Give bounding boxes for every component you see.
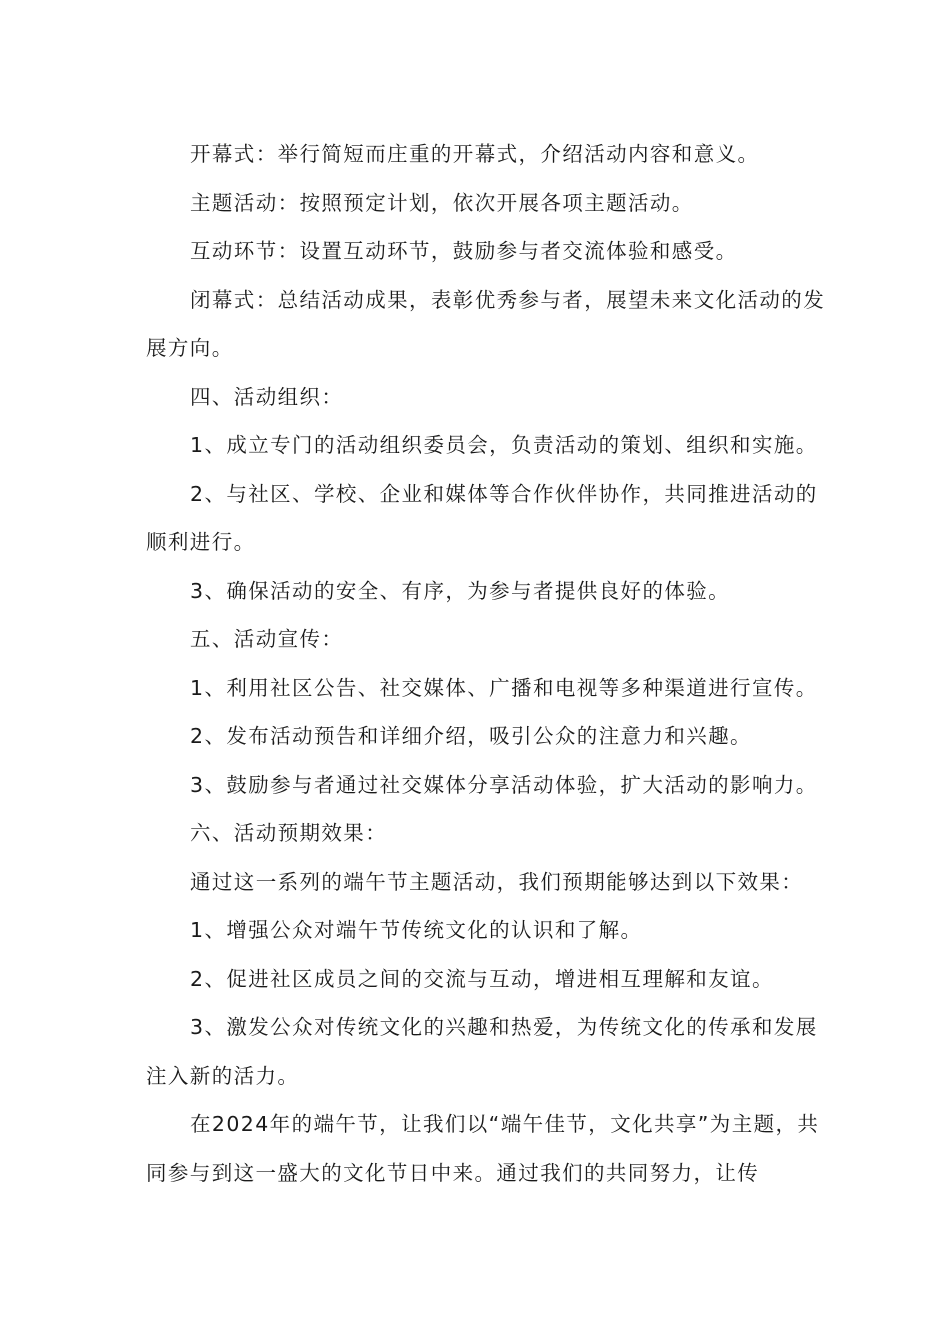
- section-heading-publicity: 五、活动宣传：: [190, 627, 344, 651]
- list-item: 3、激发公众对传统文化的兴趣和热爱，为传统文化的传承和发展注入新的活力。: [146, 1015, 818, 1088]
- section-heading-organization: 四、活动组织：: [190, 384, 344, 409]
- paragraph-effects-intro: 通过这一系列的端午节主题活动，我们预期能够达到以下效果：: [190, 869, 804, 894]
- document-body: [146, 130, 826, 1197]
- list-item: 1、增强公众对端午节传统文化的认识和了解。: [190, 918, 643, 942]
- paragraph-opening-ceremony: 开幕式：举行简短而庄重的开幕式，介绍活动内容和意义。: [190, 142, 760, 166]
- list-item: 3、鼓励参与者通过社交媒体分享活动体验，扩大活动的影响力。: [190, 772, 818, 797]
- paragraph-interaction: 互动环节：设置互动环节，鼓励参与者交流体验和感受。: [190, 239, 738, 263]
- list-item: 3、确保活动的安全、有序，为参与者提供良好的体验。: [190, 578, 731, 603]
- paragraph-closing-ceremony: 闭幕式：总结活动成果，表彰优秀参与者，展望未来文化活动的发展方向。: [146, 287, 826, 360]
- list-item: 1、利用社区公告、社交媒体、广播和电视等多种渠道进行宣传。: [190, 675, 818, 700]
- list-item: 1、成立专门的活动组织委员会，负责活动的策划、组织和实施。: [190, 433, 818, 457]
- paragraph-conclusion: 在2024年的端午节，让我们以“端午佳节，文化共享”为主题，共同参与到这一盛大的文化节日中来。通过我们的共同努力，让传: [146, 1112, 820, 1185]
- list-item: 2、促进社区成员之间的交流与互动，增进相互理解和友谊。: [190, 966, 774, 991]
- list-item: 2、发布活动预告和详细介绍，吸引公众的注意力和兴趣。: [190, 724, 752, 748]
- list-item: 2、与社区、学校、企业和媒体等合作伙伴协作，共同推进活动的顺利进行。: [146, 481, 818, 554]
- paragraph-theme-activities: 主题活动：按照预定计划，依次开展各项主题活动。: [190, 190, 694, 215]
- section-heading-expected-effects: 六、活动预期效果：: [190, 821, 388, 845]
